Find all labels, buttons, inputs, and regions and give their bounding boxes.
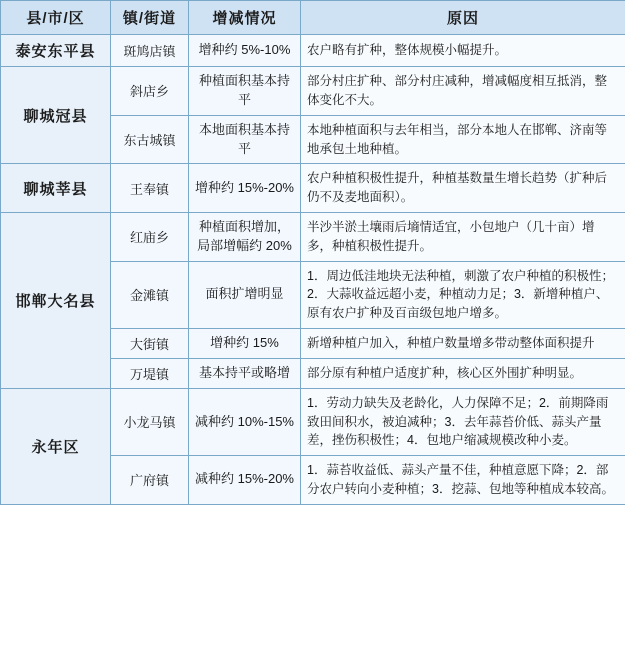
table-row [1,164,625,213]
cell-reason: 1．蒜苔收益低、蒜头产量不佳，种植意愿下降；2．部分农户转向小麦种植；3．挖蒜、包地等种植成本较高。 [301,456,625,505]
cell-town: 东古城镇 [111,115,189,164]
cell-town: 红庙乡 [111,212,189,261]
table-row [1,67,625,116]
cell-town: 金滩镇 [111,261,189,328]
cell-reason: 本地种植面积与去年相当，部分本地人在邯郸、济南等地承包土地种植。 [301,115,625,164]
table-header [1,1,625,35]
cell-reason: 新增种植户加入，种植户数量增多带动整体面积提升 [301,328,625,358]
cell-change: 增种约 15% [189,328,301,358]
cell-town: 斑鸠店镇 [111,35,189,67]
cell-reason: 1．周边低洼地块无法种植，刺激了农户种植的积极性；2．大蒜收益远超小麦，种植动力足；3．新增种植户、原有农户扩种及百亩级包地户增多。 [301,261,625,328]
header-county: 县/市/区 [1,1,111,35]
cell-county: 永年区 [1,388,111,504]
cell-reason: 农户种植积极性提升，种植基数量生增长趋势（扩种后仍不及麦地面积）。 [301,164,625,213]
cell-change: 种植面积基本持平 [189,67,301,116]
cell-county: 聊城冠县 [1,67,111,164]
cell-town: 王奉镇 [111,164,189,213]
header-reason: 原因 [301,1,625,35]
header-row [1,1,625,35]
cell-change: 增种约 5%-10% [189,35,301,67]
cell-county: 邯郸大名县 [1,212,111,388]
cell-change: 种植面积增加，局部增幅约 20% [189,212,301,261]
cell-county: 泰安东平县 [1,35,111,67]
cell-town: 万堤镇 [111,358,189,388]
cell-town: 斜店乡 [111,67,189,116]
table-body [1,35,625,505]
cell-change: 本地面积基本持平 [189,115,301,164]
cell-reason: 部分村庄扩种、部分村庄减种，增减幅度相互抵消，整体变化不大。 [301,67,625,116]
table-row [1,35,625,67]
cell-change: 减种约 15%-20% [189,456,301,505]
header-change: 增减情况 [189,1,301,35]
cell-change: 减种约 10%-15% [189,388,301,455]
cell-change: 基本持平或略增 [189,358,301,388]
table-row [1,212,625,261]
cell-town: 小龙马镇 [111,388,189,455]
cell-change: 增种约 15%-20% [189,164,301,213]
cell-reason: 农户略有扩种，整体规模小幅提升。 [301,35,625,67]
cell-county: 聊城莘县 [1,164,111,213]
cell-reason: 1．劳动力缺失及老龄化，人力保障不足；2．前期降雨致田间积水，被迫减种；3．去年蒜苔价低、蒜头产量差，挫伤积极性；4．包地户缩减规模改种小麦。 [301,388,625,455]
cell-town: 大街镇 [111,328,189,358]
cell-reason: 部分原有种植户适度扩种，核心区外围扩种明显。 [301,358,625,388]
table-row [1,388,625,455]
header-town: 镇/街道 [111,1,189,35]
cell-town: 广府镇 [111,456,189,505]
cell-change: 面积扩增明显 [189,261,301,328]
cell-reason: 半沙半淤土壤雨后墒情适宜，小包地户（几十亩）增多，种植积极性提升。 [301,212,625,261]
